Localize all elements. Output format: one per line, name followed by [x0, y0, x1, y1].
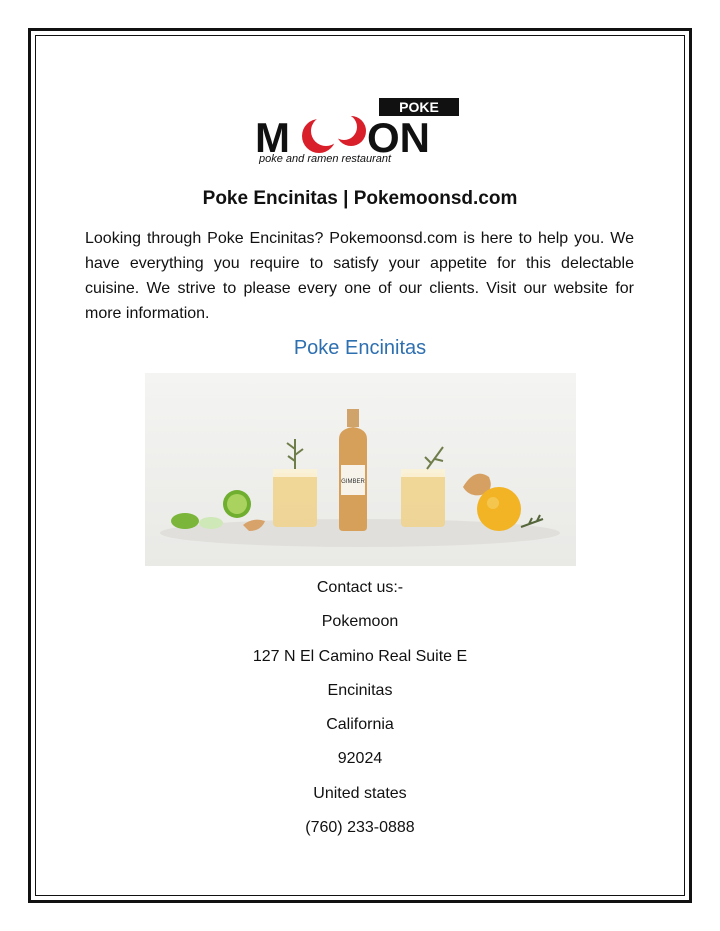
- leaf-icon: [171, 513, 199, 529]
- contact-label: Contact us:-: [316, 579, 404, 596]
- contact-state: California: [326, 716, 394, 734]
- contact-city: Encinitas: [327, 681, 393, 699]
- intro-paragraph: Looking through Poke Encinitas? Pokemoonsd.com is here to help you. We have everything you require to satisfy your appetite for this delectable cuisine. We strive to please every one of our clients. Visit our website for more information.: [85, 230, 634, 322]
- logo-badge-text: POKE: [399, 99, 439, 115]
- contact-name: Pokemoon: [321, 613, 399, 631]
- drinks-photo: [145, 373, 576, 566]
- logo-wordmark-left: M: [255, 114, 290, 161]
- contact-country: United states: [313, 784, 407, 802]
- bottle-label: GIMBER: [341, 479, 365, 485]
- drinks-illustration: [145, 373, 576, 566]
- contact-zip: 92024: [337, 750, 383, 768]
- contact-street: 127 N El Camino Real Suite E: [252, 647, 468, 665]
- section-heading: Poke Encinitas: [293, 337, 427, 359]
- logo-wordmark-right: ON: [367, 114, 430, 161]
- logo-tagline: poke and ramen restaurant: [259, 153, 392, 164]
- pokemoon-logo: [255, 98, 465, 164]
- contact-block: [0, 577, 720, 851]
- page-title: Poke Encinitas | Pokemoonsd.com: [202, 188, 518, 209]
- contact-phone: (760) 233-0888: [305, 819, 415, 837]
- lemon-icon: [477, 487, 521, 531]
